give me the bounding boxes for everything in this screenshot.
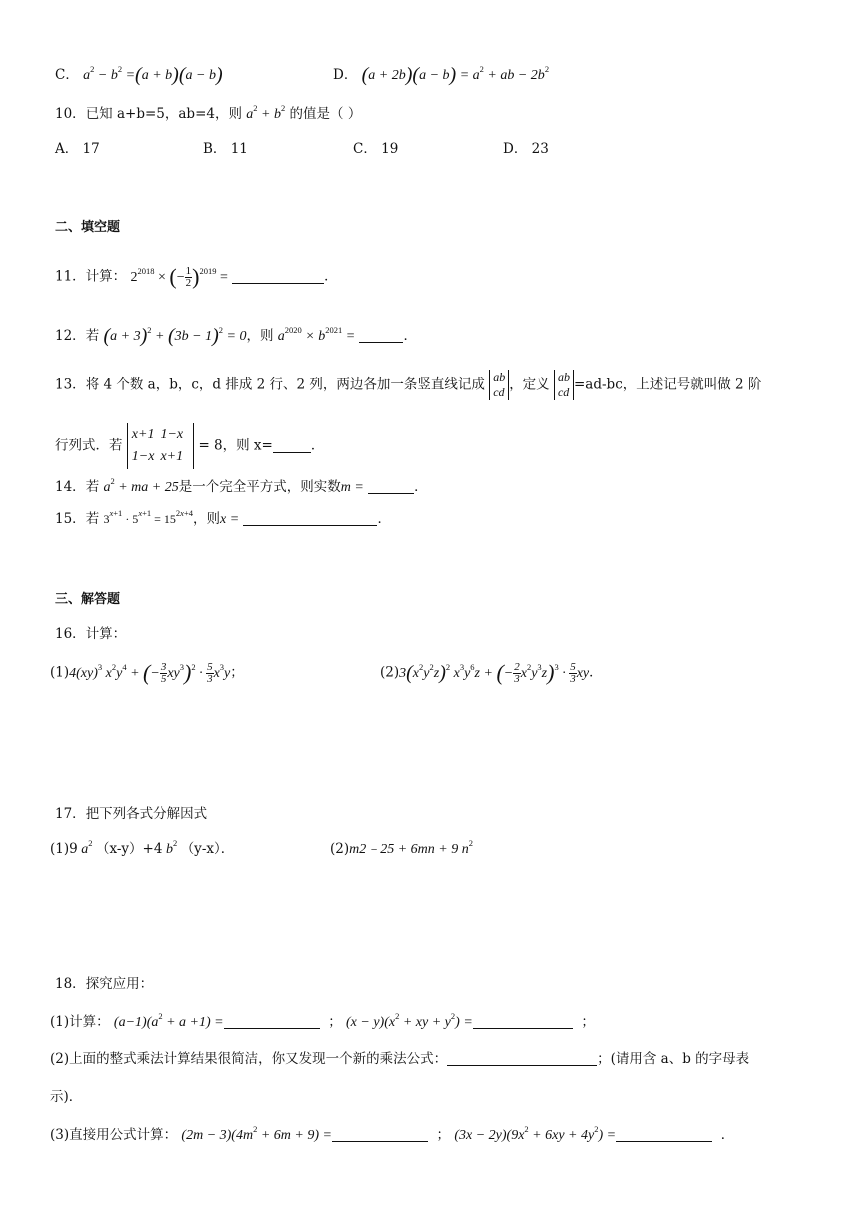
question-number: 14． <box>55 479 86 495</box>
exponent: 2021 <box>325 325 343 335</box>
q10-expression: $a^2 + b^2$ <box>246 103 286 122</box>
option-value: 11 <box>230 141 248 157</box>
q17-text-mid: （x-y）+4 <box>95 841 163 857</box>
q17-text-tail: （y-x）． <box>180 841 235 857</box>
q17-text: 把下列各式分解因式 <box>85 806 208 822</box>
q11-text: 计算： <box>85 268 127 285</box>
q9-d-expression: $(a + 2b)(a - b) = a^2$ + ab − $2b^2$ <box>361 64 550 86</box>
answer-blank[interactable] <box>616 1127 712 1142</box>
answer-blank[interactable] <box>368 479 414 494</box>
punct: ． <box>310 437 325 454</box>
part-label: (1)9 <box>50 841 78 857</box>
punct: ． <box>720 1127 735 1143</box>
q9-c-expression: $a^2 - b^2 =(a + b)(a - b)$ <box>83 64 223 86</box>
q10-text: 已知 a+b=5，ab=4，则 <box>85 106 242 122</box>
part-label: (3)直接用公式计算： <box>50 1127 178 1143</box>
q10-stem <box>55 105 361 124</box>
answer-blank[interactable] <box>224 1014 320 1029</box>
part-label: (2) <box>380 664 400 681</box>
q9-option-d <box>333 66 549 85</box>
q18-part1 <box>50 1013 595 1032</box>
q12-text: 若 <box>85 328 100 344</box>
option-label: C． <box>55 67 79 83</box>
question-number: 12． <box>55 328 86 344</box>
q13-line1 <box>55 370 761 400</box>
q9-option-c <box>55 66 223 85</box>
q18-part2-tail: ；(请用含 a、b 的字母表 <box>597 1051 750 1067</box>
q17-var-a: $a^2$ <box>77 838 93 857</box>
q13-text-c: =ad-bc，上述记号就叫做 2 阶 <box>573 376 762 393</box>
question-number: 17． <box>55 806 86 822</box>
option-label: B． <box>203 141 227 157</box>
q13-line2 <box>55 423 324 469</box>
q12-expression-2: $a^{2020} \times b^{2021}$ = <box>277 325 356 344</box>
section-heading-solve: 三、解答题 <box>55 592 121 607</box>
det-cell: 1−x <box>160 427 184 442</box>
q15 <box>55 510 391 529</box>
q16-part1-expression: 4(xy)$^3$ $x^2y^4$ + (− $\frac{3}{5}$ $xy^3)^2$ · $\frac{5}{3}$ $x^3y$ <box>69 659 231 685</box>
q14-text: 若 <box>85 479 100 495</box>
q12-expression: $(a + 3)^2 + (3b - 1)^2 = 0$ <box>103 325 247 347</box>
q14-text-mid: 是一个完全平方式，则实数 <box>178 479 341 495</box>
punct: ． <box>589 664 603 681</box>
q10-option-b <box>203 140 248 158</box>
answer-blank[interactable] <box>447 1051 597 1066</box>
punct: ； <box>581 1014 595 1030</box>
question-number: 18． <box>55 976 86 992</box>
q17-part2-expression: m2﹣25 + 6mn + 9 <box>349 842 459 857</box>
q18-part2-text: (2)上面的整式乘法计算结果很简洁，你又发现一个新的乘法公式： <box>50 1051 448 1067</box>
q18-part2-line2: 示)． <box>50 1089 83 1105</box>
part-label: (2) <box>330 841 350 857</box>
answer-blank[interactable] <box>332 1127 428 1142</box>
q17-n-squared: $n^2$ <box>458 838 473 857</box>
det-cell: x+1 <box>131 427 155 442</box>
det-cell: 1−x <box>131 449 155 464</box>
q15-text-mid: ，则 <box>193 511 220 527</box>
answer-blank[interactable] <box>273 438 311 453</box>
part-label: (1)计算： <box>50 1014 110 1030</box>
q12 <box>55 327 417 346</box>
q15-variable: x = <box>220 512 240 527</box>
q16-part2-expression: $3(x^2y^2z)^2$ $x^3y^6z$ + (− $\frac{2}{3}$ $x^2y^3z)^3$ · $\frac{5}{3}$ xy <box>399 659 590 685</box>
base: 2 <box>130 269 138 285</box>
question-number: 10． <box>55 106 86 122</box>
q18-expr-3: $(2m - 3)(4m^2 + 6m + 9)$ = <box>181 1124 332 1143</box>
q13-text-d: 行列式．若 <box>55 437 123 454</box>
q16-part2 <box>380 659 603 685</box>
q18-expr-1: $(a-1)(a^2 + a +1)$ = <box>113 1011 224 1030</box>
q18-text: 探究应用： <box>85 976 154 992</box>
q17-part2 <box>330 840 473 859</box>
q11-expression: $2^{2018}$ × (− $\frac{1}{2}$ )$^{2019}$ = <box>130 263 228 289</box>
q17-part1 <box>50 840 234 859</box>
exponent: 2019 <box>199 265 217 276</box>
q18-expr-4: $(3x - 2y)(9x^2 + 6xy + 4y^2)$ = <box>454 1124 617 1143</box>
answer-blank[interactable] <box>232 269 324 284</box>
punct: ． <box>377 511 391 527</box>
option-value: 17 <box>82 141 100 157</box>
punct: ． <box>324 268 338 285</box>
q13-text-e: = 8，则 x= <box>198 437 273 454</box>
punct: ． <box>403 328 417 344</box>
question-number: 13． <box>55 376 86 393</box>
determinant-notation: ab cd <box>554 370 574 400</box>
q10-text-tail: 的值是（ ） <box>289 106 362 122</box>
punct: ． <box>414 479 428 495</box>
q18-expr-2: $(x - y)(x^2$ + xy + $y^2$) = <box>346 1011 473 1030</box>
determinant-matrix <box>127 423 194 469</box>
exponent: 2020 <box>284 325 302 335</box>
q15-expression: $3^{x+1} \cdot 5^{x+1} = 15^{2x+4}$ <box>103 508 193 526</box>
q18-part2 <box>50 1050 749 1068</box>
q16-part1 <box>50 659 244 685</box>
question-number: 16． <box>55 626 86 642</box>
q13-text: 将 4 个数 a，b，c，d 排成 2 行、2 列，两边各加一条竖直线记成 <box>85 376 485 393</box>
answer-blank[interactable] <box>359 328 403 343</box>
question-number: 11． <box>55 268 86 285</box>
punct: ； <box>436 1127 451 1143</box>
q18-stem <box>55 975 153 993</box>
q17-stem <box>55 805 207 823</box>
answer-blank[interactable] <box>473 1014 573 1029</box>
option-label: D． <box>333 67 358 83</box>
q15-text: 若 <box>85 511 100 527</box>
option-label: C． <box>353 141 377 157</box>
q12-text-mid: ，则 <box>246 328 274 344</box>
q14-variable: m = <box>340 480 364 495</box>
q18-part3 <box>50 1126 734 1145</box>
part-label: (1) <box>50 664 70 681</box>
q13-text-b: ，定义 <box>509 376 550 393</box>
option-value: 19 <box>381 141 399 157</box>
q14-expression: $a^2$ + ma + 25 <box>103 476 179 495</box>
option-label: A． <box>55 141 79 157</box>
determinant-notation: ab cd <box>489 370 509 400</box>
q14 <box>55 478 428 497</box>
q11 <box>55 263 338 289</box>
q10-option-d <box>503 140 549 158</box>
question-number: 15． <box>55 511 86 527</box>
option-value: 23 <box>531 141 549 157</box>
option-label: D． <box>503 141 528 157</box>
q10-option-c <box>353 140 398 158</box>
q16-stem <box>55 625 126 643</box>
exponent: 2018 <box>137 265 155 276</box>
q17-var-b: $b^2$ <box>162 838 178 857</box>
q16-text: 计算： <box>85 626 127 642</box>
punct: ； <box>328 1014 342 1030</box>
section-heading-fill-in: 二、填空题 <box>55 220 121 235</box>
answer-blank[interactable] <box>243 511 377 526</box>
q10-option-a <box>55 140 100 158</box>
punct: ； <box>230 664 244 681</box>
det-cell: x+1 <box>160 449 184 464</box>
